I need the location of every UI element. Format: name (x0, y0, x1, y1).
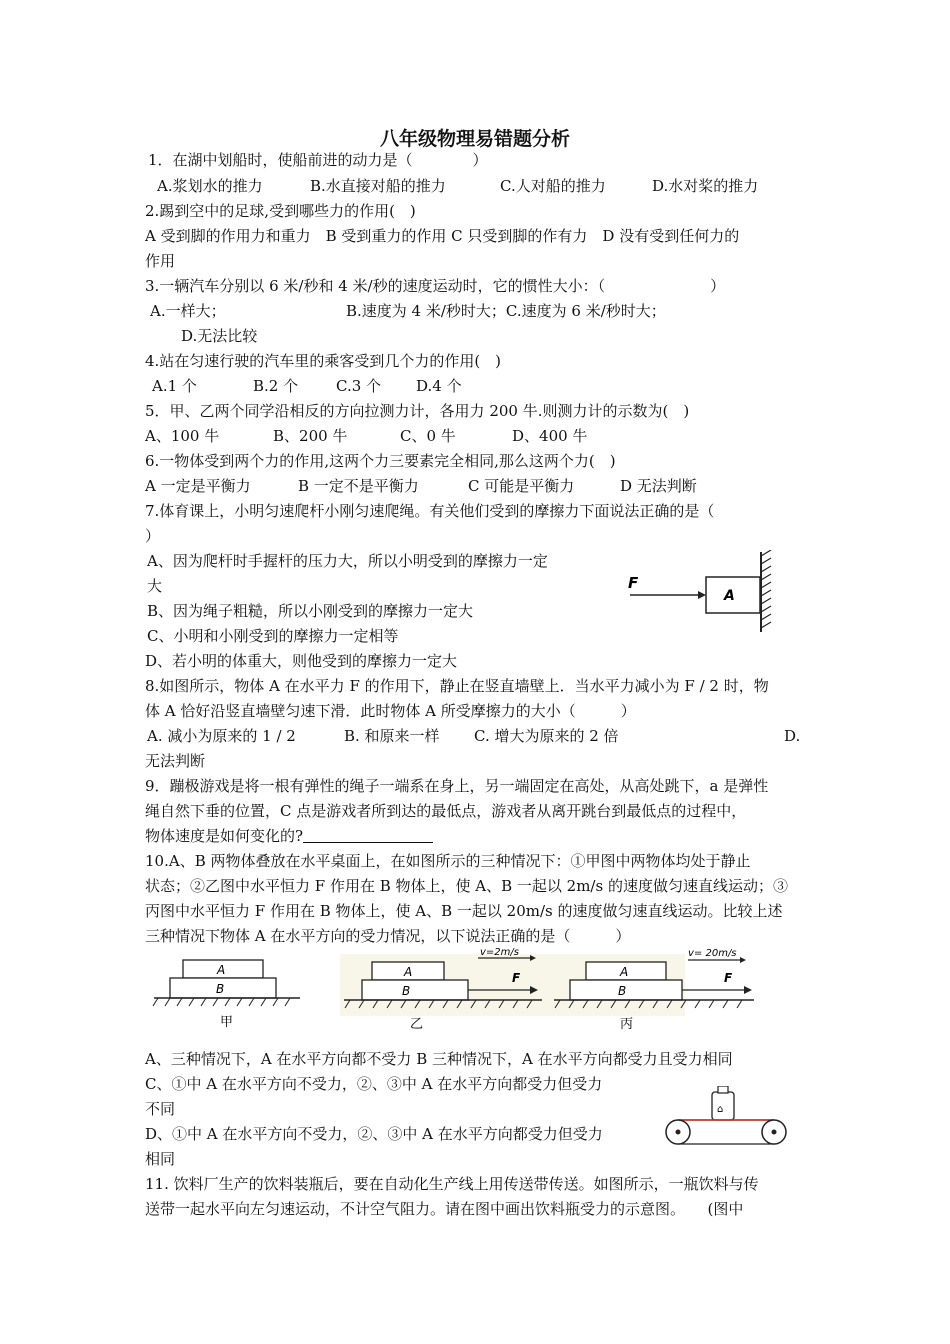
block-b-bing-label: B (618, 984, 627, 998)
q10-stem-line3: 丙图中水平恒力 F 作用在 B 物体上，使 A、B 一起以 20m/s 的速度做匀速直线运动。比较上述 (145, 902, 783, 920)
wall-hatching (761, 550, 771, 628)
force-label-yi: F (512, 971, 521, 985)
block-a-bing-label: A (620, 965, 629, 979)
pulley-right-axle (772, 1130, 777, 1135)
force-arrow-bing-head (744, 986, 752, 994)
q10-stem-line1: 10.A、B 两物体叠放在水平桌面上，在如图所示的三种情况下：①甲图中两物体均处于静止 (145, 852, 751, 870)
q10-option-c-line1: C、①中 A 在水平方向不受力，②、③中 A 在水平方向都受力但受力 (145, 1075, 603, 1093)
q9-stem-line2: 绳自然下垂的位置，C 点是游戏者所到达的最低点，游戏者从离开跳台到最低点的过程中， (145, 802, 747, 820)
block-a-label: A (724, 588, 735, 604)
pulley-left-axle (676, 1130, 681, 1135)
stacked-blocks-figure (150, 946, 760, 1036)
q5-option-d: D、400 牛 (512, 427, 588, 445)
force-label: F (628, 574, 639, 592)
q6-option-d: D 无法判断 (620, 477, 697, 495)
q2-options-line2: 作用 (145, 252, 176, 270)
q7-option-b: B、因为绳子粗糙，所以小刚受到的摩擦力一定大 (147, 602, 474, 620)
q1-stem: 1．在湖中划船时，使船前进的动力是（ ） (148, 151, 488, 169)
q3-option-a: A.一样大； (150, 302, 226, 320)
q6-option-c: C 可能是平衡力 (468, 477, 575, 495)
q8-option-b: B. 和原来一样 (344, 727, 440, 745)
block-a-jia-label: A (217, 963, 226, 977)
q7-option-c: C、小明和小刚受到的摩擦力一定相等 (147, 627, 399, 645)
q7-stem-line2: ） (145, 527, 161, 545)
caption-bing: 丙 (620, 1017, 634, 1032)
q5-option-b: B、200 牛 (273, 427, 348, 445)
q8-option-a: A. 减小为原来的 1 / 2 (147, 727, 296, 745)
bottle-label-icon: ⌂ (717, 1104, 724, 1115)
q1-option-d: D.水对桨的推力 (652, 177, 759, 195)
q10-option-d-line1: D、①中 A 在水平方向不受力，②、③中 A 在水平方向都受力但受力 (145, 1125, 603, 1143)
page-title: 八年级物理易错题分析 (379, 128, 570, 150)
q1-option-a: A.浆划水的推力 (157, 177, 263, 195)
caption-yi: 乙 (410, 1017, 424, 1032)
block-b-yi-label: B (402, 984, 411, 998)
force-arrow-head (698, 591, 706, 599)
block-b-yi (362, 980, 468, 1000)
q6-option-a: A 一定是平衡力 (145, 477, 251, 495)
q3-option-bc: B.速度为 4 米/秒时大；C.速度为 6 米/秒时大； (346, 302, 666, 320)
q9-answer-blank[interactable] (303, 828, 433, 843)
q4-option-c: C.3 个 (336, 377, 382, 395)
q4-stem: 4.站在匀速行驶的汽车里的乘客受到几个力的作用( ) (145, 352, 502, 370)
q9-stem-text: 物体速度是如何变化的? (145, 827, 304, 845)
velocity-arrow-bing-head (740, 957, 746, 963)
q10-option-d-line2: 相同 (145, 1150, 176, 1168)
q3-option-d: D.无法比较 (181, 327, 258, 345)
q8-option-c: C. 增大为原来的 2 倍 (474, 727, 619, 745)
case-jia (153, 960, 300, 1030)
q2-options-line1: A 受到脚的作用力和重力 B 受到重力的作用 C 只受到脚的作有力 D 没有受到任何力的 (145, 227, 740, 245)
q10-stem-line2: 状态；②乙图中水平恒力 F 作用在 B 物体上，使 A、B 一起以 2m/s 的速度做匀速直线运动；③ (145, 877, 788, 895)
caption-jia: 甲 (220, 1015, 234, 1030)
q4-option-d: D.4 个 (416, 377, 462, 395)
wall-force-figure (620, 550, 780, 635)
q10-options-ab: A、三种情况下，A 在水平方向都不受力 B 三种情况下，A 在水平方向都受力且受力相同 (145, 1050, 733, 1068)
q4-option-a: A.1 个 (152, 377, 197, 395)
force-label-bing: F (724, 971, 733, 985)
q9-stem-line3 (145, 826, 433, 846)
q7-stem-line1: 7.体育课上，小明匀速爬杆小刚匀速爬绳。有关他们受到的摩擦力下面说法正确的是（ (145, 502, 715, 520)
q6-option-b: B 一定不是平衡力 (298, 477, 419, 495)
q5-option-c: C、0 牛 (400, 427, 456, 445)
q3-stem: 3.一辆汽车分别以 6 米/秒和 4 米/秒的速度运动时，它的惯性大小：（ ） (145, 277, 726, 295)
ground-jia-hatching (153, 998, 290, 1006)
q8-option-d: D. (784, 727, 801, 745)
block-b-jia-label: B (216, 982, 225, 996)
q8-stem-line1: 8.如图所示，物体 A 在水平力 F 的作用下，静止在竖直墙壁上．当水平力减小为 F / 2 时，物 (145, 677, 769, 695)
q2-stem: 2.踢到空中的足球,受到哪些力的作用( ) (145, 202, 416, 220)
q8-option-d-text: 无法判断 (145, 752, 206, 770)
q5-option-a: A、100 牛 (145, 427, 220, 445)
q8-stem-line2: 体 A 恰好沿竖直墙壁匀速下滑．此时物体 A 所受摩擦力的大小（ ） (145, 702, 636, 720)
q10-option-c-line2: 不同 (145, 1100, 176, 1118)
q7-option-a-line2: 大 (147, 577, 163, 595)
q5-stem: 5．甲、乙两个同学沿相反的方向拉测力计，各用力 200 牛.则测力计的示数为( ) (145, 402, 690, 420)
q1-option-c: C.人对船的推力 (500, 177, 606, 195)
q1-option-b: B.水直接对船的推力 (310, 177, 446, 195)
velocity-label-bing: v= 20m/s (688, 948, 737, 959)
conveyor-belt-figure (662, 1086, 792, 1156)
q11-stem-line2: 送带一起水平向左匀速运动，不计空气阻力。请在图中画出饮料瓶受力的示意图。 (图中 (145, 1200, 744, 1218)
q7-option-d: D、若小明的体重大，则他受到的摩擦力一定大 (145, 652, 458, 670)
bottle-cap (718, 1086, 728, 1093)
velocity-label-yi: v=2m/s (480, 947, 519, 958)
q10-stem-line4: 三种情况下物体 A 在水平方向的受力情况，以下说法正确的是（ ） (145, 927, 631, 945)
q7-option-a-line1: A、因为爬杆时手握杆的压力大，所以小明受到的摩擦力一定 (147, 552, 548, 570)
block-a-yi-label: A (404, 965, 413, 979)
q11-stem-line1: 11. 饮料厂生产的饮料装瓶后，要在自动化生产线上用传送带传送。如图所示，一瓶饮料与传 (145, 1175, 759, 1193)
q4-option-b: B.2 个 (253, 377, 299, 395)
q9-stem-line1: 9．蹦极游戏是将一根有弹性的绳子一端系在身上，另一端固定在高处，从高处跳下，a 是弹性 (145, 777, 769, 795)
q6-stem: 6.一物体受到两个力的作用,这两个力三要素完全相同,那么这两个力( ) (145, 452, 616, 470)
